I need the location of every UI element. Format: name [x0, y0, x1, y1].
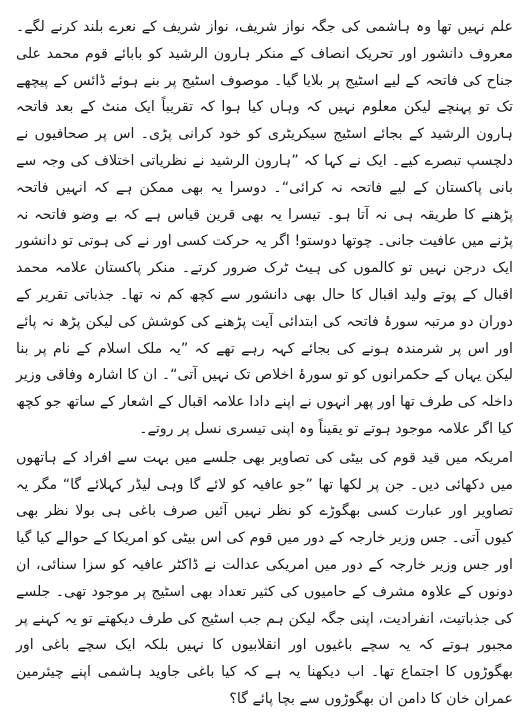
article-paragraph: امریکہ میں قید قوم کی بیٹی کی تصاویر بھی جلسے میں بہت سے افراد کے ہاتھوں میں دکھائی دیں۔ جن پر لکھا تھا ”جو عافیہ کو لائے گا وہی لیڈر کہلائے گا“ مگر یہ تصاویر اور عبارت کسی بھگوڑے کو نظر نہیں آئیں صرف باغی ہی بولا نظر بھی کیوں آتی۔ جس وزیر خارجہ کے دور میں قوم کی اس بیٹی کو امریکا کے حوالے کیا گیا اور جس وزیر خارجہ کے دور میں امریکی عدالت نے ڈاکٹر عافیہ کو سزا سنائی، ان دونوں کے علاوہ مشرف کے حامیوں کی کثیر تعداد بھی اسٹیج پر موجود تھی۔ جلسے کی جذباتیت، انفرادیت، اپنی جگہ لیکن ہم جب اسٹیج کی طرف دیکھتے تو یہ کہنے پر مجبور ہوتے کہ یہ سچے باغیوں اور انقلابیوں کا نہیں بلکہ ایک سچے باغی اور بھگوڑوں کا اجتماع تھا۔ اب دیکھنا یہ ہے کہ کیا باغی جاوید ہاشمی اپنے چیئرمین عمران خان کا دامن ان بھگوڑوں سے بچا پائے گا؟ [16, 449, 513, 707]
article-paragraph: علم نہیں تھا وہ ہاشمی کی جگہ نواز شریف، نواز شریف کے نعرے بلند کرنے لگے۔ معروف دانشور اور تحریک انصاف کے منکر ہارون الرشید کو بابائے قوم محمد علی جناح کی فاتحہ کے لیے اسٹیج پر بلایا گیا۔ موصوف اسٹیج پر بنے ہوئے ڈائس کے پیچھے تک تو پہنچے لیکن معلوم نہیں کہ وہاں کیا ہوا کہ تقریباً ایک منٹ کے بعد فاتحہ ہارون الرشید کے بجائے اسٹیج سیکریٹری کو خود کرانی پڑی۔ اس پر صحافیوں نے دلچسپ تبصرے کیے۔ ایک نے کہا کہ ”ہارون الرشید نے نظریاتی اختلاف کی وجہ سے بانی پاکستان کے لیے فاتحہ نہ کرائی“۔ دوسرا یہ بھی ممکن ہے کہ انہیں فاتحہ پڑھنے کا طریقہ ہی نہ آتا ہو۔ تیسرا یہ بھی قرین قیاس ہے کہ بے وضو فاتحہ نہ پڑنے میں عافیت جانی۔ چوتھا دوستو! اگر یہ حرکت کسی اور نے کی ہوتی تو دانشور ایک درجن نہیں تو کالموں کی ہیٹ ٹرک ضرور کرتے۔ منکر پاکستان علامہ محمد اقبال کے پوتے ولید اقبال کا حال بھی دانشور سے کچھ کم نہ تھا۔ جذباتی تقریر کے دوران دو مرتبہ سورۂ فاتحہ کی ابتدائی آیت پڑھنے کی کوشش کی لیکن پڑھ نہ پائے اور اس پر شرمندہ ہونے کی بجائے کہہ رہے تھے کہ ”یہ ملک اسلام کے نام پر بنا لیکن یہاں کے حکمرانوں کو تو سورۂ اخلاص تک نہیں آتی“۔ ان کا اشارہ وفاقی وزیر داخلہ کی طرف تھا اور پھر انہوں نے اپنے دادا علامہ اقبال کے اشعار کے ساتھ جو کچھ کیا اگر علامہ موجود ہوتے تو یقیناً وہ اپنی تیسری نسل پر روتے۔ [16, 19, 513, 437]
article-body [16, 14, 513, 713]
